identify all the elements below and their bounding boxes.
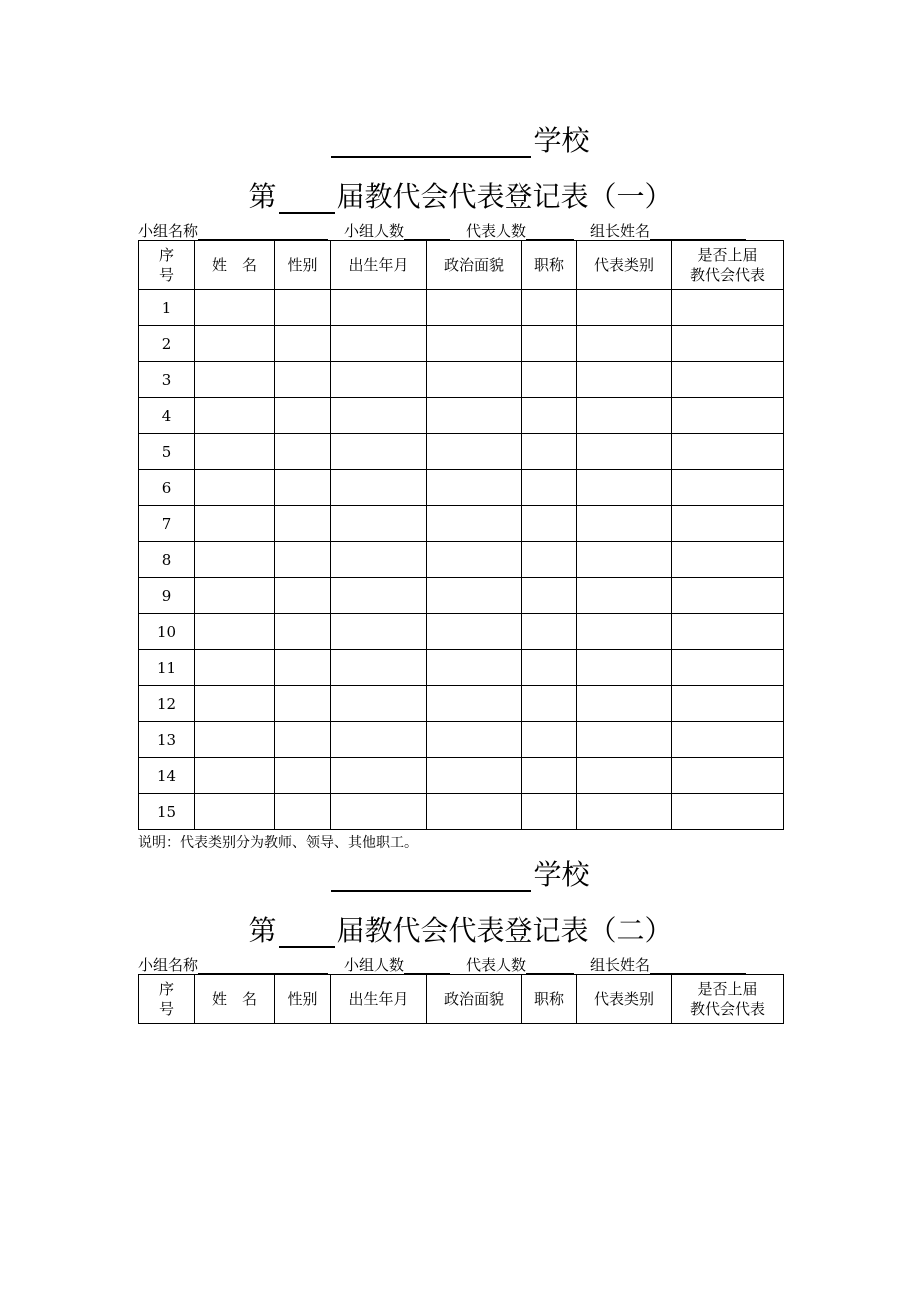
header-name: 姓 名 xyxy=(195,975,275,1024)
political-cell[interactable] xyxy=(427,362,522,398)
political-cell[interactable] xyxy=(427,470,522,506)
row-seq-number: 3 xyxy=(139,362,195,398)
title-prefix: 第 xyxy=(248,180,277,213)
political-cell[interactable] xyxy=(427,434,522,470)
table-row xyxy=(139,794,784,830)
header-gender: 性别 xyxy=(275,241,331,290)
political-cell[interactable] xyxy=(427,506,522,542)
header-rep-type: 代表类别 xyxy=(577,241,672,290)
table-row xyxy=(139,326,784,362)
gender-cell[interactable] xyxy=(275,650,331,686)
title-cell[interactable] xyxy=(522,542,577,578)
table-row xyxy=(139,578,784,614)
table-header-row xyxy=(139,975,784,1024)
leader-name-label: 组长姓名 xyxy=(590,222,651,240)
prev-rep-cell[interactable] xyxy=(672,650,784,686)
title-prefix: 第 xyxy=(248,914,277,947)
political-cell[interactable] xyxy=(427,290,522,326)
political-cell[interactable] xyxy=(427,650,522,686)
group-size-blank[interactable] xyxy=(404,223,450,240)
group-info-line xyxy=(138,952,783,974)
rep-type-cell[interactable] xyxy=(577,470,672,506)
row-seq-number: 14 xyxy=(139,758,195,794)
prev-rep-cell[interactable] xyxy=(672,506,784,542)
group-name-label: 小组名称 xyxy=(138,956,199,974)
prev-rep-cell[interactable] xyxy=(672,686,784,722)
table-row xyxy=(139,758,784,794)
title-cell[interactable] xyxy=(522,506,577,542)
gender-cell[interactable] xyxy=(275,506,331,542)
prev-rep-cell[interactable] xyxy=(672,794,784,830)
birth-cell[interactable] xyxy=(331,362,427,398)
name-cell[interactable] xyxy=(195,506,275,542)
row-seq-number: 4 xyxy=(139,398,195,434)
title-cell[interactable] xyxy=(522,362,577,398)
school-name-line xyxy=(138,846,783,892)
note-text: 说明：代表类别分为教师、领导、其他职工。 xyxy=(138,835,418,851)
gender-cell[interactable] xyxy=(275,470,331,506)
name-cell[interactable] xyxy=(195,290,275,326)
political-cell[interactable] xyxy=(427,614,522,650)
rep-type-cell[interactable] xyxy=(577,542,672,578)
table-header-row xyxy=(139,241,784,290)
table-row xyxy=(139,290,784,326)
name-cell[interactable] xyxy=(195,578,275,614)
gender-cell[interactable] xyxy=(275,398,331,434)
table-row xyxy=(139,686,784,722)
leader-name-label: 组长姓名 xyxy=(590,956,651,974)
gender-cell[interactable] xyxy=(275,434,331,470)
birth-cell[interactable] xyxy=(331,542,427,578)
title-cell[interactable] xyxy=(522,578,577,614)
row-seq-number: 9 xyxy=(139,578,195,614)
name-cell[interactable] xyxy=(195,614,275,650)
political-cell[interactable] xyxy=(427,398,522,434)
registration-table-one xyxy=(138,240,784,830)
group-name-label: 小组名称 xyxy=(138,222,199,240)
political-cell[interactable] xyxy=(427,542,522,578)
school-name-line xyxy=(138,112,783,158)
table-row xyxy=(139,470,784,506)
birth-cell[interactable] xyxy=(331,398,427,434)
gender-cell[interactable] xyxy=(275,290,331,326)
birth-cell[interactable] xyxy=(331,758,427,794)
birth-cell[interactable] xyxy=(331,578,427,614)
form-title xyxy=(138,902,783,948)
header-seq: 序 号 xyxy=(139,975,195,1024)
rep-type-cell[interactable] xyxy=(577,506,672,542)
registration-form-two xyxy=(138,846,783,1024)
leader-name-blank[interactable] xyxy=(650,223,746,240)
title-cell[interactable] xyxy=(522,290,577,326)
title-cell[interactable] xyxy=(522,434,577,470)
row-seq-number: 11 xyxy=(139,650,195,686)
group-name-blank[interactable] xyxy=(198,957,328,974)
birth-cell[interactable] xyxy=(331,434,427,470)
header-gender: 性别 xyxy=(275,975,331,1024)
political-cell[interactable] xyxy=(427,578,522,614)
prev-rep-cell[interactable] xyxy=(672,326,784,362)
header-name: 姓 名 xyxy=(195,241,275,290)
birth-cell[interactable] xyxy=(331,470,427,506)
table-body xyxy=(139,290,784,830)
title-cell[interactable] xyxy=(522,794,577,830)
name-cell[interactable] xyxy=(195,398,275,434)
header-political: 政治面貌 xyxy=(427,241,522,290)
name-cell[interactable] xyxy=(195,434,275,470)
table-row xyxy=(139,722,784,758)
rep-count-label: 代表人数 xyxy=(466,222,527,240)
prev-rep-cell[interactable] xyxy=(672,470,784,506)
title-cell[interactable] xyxy=(522,614,577,650)
title-suffix: 届教代会代表登记表（二） xyxy=(336,914,673,947)
rep-count-label: 代表人数 xyxy=(466,956,527,974)
prev-rep-cell[interactable] xyxy=(672,722,784,758)
rep-type-cell[interactable] xyxy=(577,578,672,614)
birth-cell[interactable] xyxy=(331,290,427,326)
birth-cell[interactable] xyxy=(331,650,427,686)
table-row xyxy=(139,434,784,470)
header-title: 职称 xyxy=(522,975,577,1024)
prev-rep-cell[interactable] xyxy=(672,434,784,470)
political-cell[interactable] xyxy=(427,326,522,362)
form-title xyxy=(138,168,783,214)
prev-rep-cell[interactable] xyxy=(672,398,784,434)
group-size-blank[interactable] xyxy=(404,957,450,974)
header-prev-rep: 是否上届 教代会代表 xyxy=(672,241,784,290)
row-seq-number: 7 xyxy=(139,506,195,542)
gender-cell[interactable] xyxy=(275,614,331,650)
name-cell[interactable] xyxy=(195,362,275,398)
row-seq-number: 5 xyxy=(139,434,195,470)
rep-type-cell[interactable] xyxy=(577,614,672,650)
group-size-label: 小组人数 xyxy=(344,222,405,240)
name-cell[interactable] xyxy=(195,542,275,578)
title-cell[interactable] xyxy=(522,326,577,362)
rep-type-cell[interactable] xyxy=(577,434,672,470)
birth-cell[interactable] xyxy=(331,326,427,362)
header-birth: 出生年月 xyxy=(331,241,427,290)
prev-rep-cell[interactable] xyxy=(672,758,784,794)
header-birth: 出生年月 xyxy=(331,975,427,1024)
gender-cell[interactable] xyxy=(275,794,331,830)
rep-type-cell[interactable] xyxy=(577,362,672,398)
title-cell[interactable] xyxy=(522,398,577,434)
rep-type-cell[interactable] xyxy=(577,650,672,686)
table-row xyxy=(139,614,784,650)
row-seq-number: 10 xyxy=(139,614,195,650)
title-cell[interactable] xyxy=(522,758,577,794)
row-seq-number: 1 xyxy=(139,290,195,326)
title-suffix: 届教代会代表登记表（一） xyxy=(336,180,673,213)
birth-cell[interactable] xyxy=(331,506,427,542)
birth-cell[interactable] xyxy=(331,722,427,758)
session-number-blank[interactable] xyxy=(279,916,335,948)
gender-cell[interactable] xyxy=(275,362,331,398)
title-cell[interactable] xyxy=(522,470,577,506)
table-row xyxy=(139,398,784,434)
header-political: 政治面貌 xyxy=(427,975,522,1024)
rep-type-cell[interactable] xyxy=(577,794,672,830)
prev-rep-cell[interactable] xyxy=(672,578,784,614)
birth-cell[interactable] xyxy=(331,686,427,722)
rep-type-cell[interactable] xyxy=(577,722,672,758)
political-cell[interactable] xyxy=(427,686,522,722)
gender-cell[interactable] xyxy=(275,686,331,722)
name-cell[interactable] xyxy=(195,722,275,758)
row-seq-number: 2 xyxy=(139,326,195,362)
school-suffix: 学校 xyxy=(533,124,590,157)
rep-count-blank[interactable] xyxy=(526,223,574,240)
row-seq-number: 8 xyxy=(139,542,195,578)
registration-form-one xyxy=(138,112,783,852)
group-size-label: 小组人数 xyxy=(344,956,405,974)
school-suffix: 学校 xyxy=(533,858,590,891)
rep-type-cell[interactable] xyxy=(577,758,672,794)
gender-cell[interactable] xyxy=(275,758,331,794)
table-row xyxy=(139,650,784,686)
prev-rep-cell[interactable] xyxy=(672,614,784,650)
name-cell[interactable] xyxy=(195,758,275,794)
gender-cell[interactable] xyxy=(275,578,331,614)
birth-cell[interactable] xyxy=(331,614,427,650)
table-row xyxy=(139,506,784,542)
prev-rep-cell[interactable] xyxy=(672,362,784,398)
table-row xyxy=(139,542,784,578)
gender-cell[interactable] xyxy=(275,326,331,362)
rep-type-cell[interactable] xyxy=(577,398,672,434)
row-seq-number: 6 xyxy=(139,470,195,506)
row-seq-number: 15 xyxy=(139,794,195,830)
school-name-blank[interactable] xyxy=(331,860,531,892)
political-cell[interactable] xyxy=(427,722,522,758)
rep-count-blank[interactable] xyxy=(526,957,574,974)
rep-type-cell[interactable] xyxy=(577,290,672,326)
name-cell[interactable] xyxy=(195,470,275,506)
political-cell[interactable] xyxy=(427,758,522,794)
header-prev-rep: 是否上届 教代会代表 xyxy=(672,975,784,1024)
name-cell[interactable] xyxy=(195,326,275,362)
title-cell[interactable] xyxy=(522,722,577,758)
leader-name-blank[interactable] xyxy=(650,957,746,974)
title-cell[interactable] xyxy=(522,650,577,686)
group-name-blank[interactable] xyxy=(198,223,328,240)
rep-type-cell[interactable] xyxy=(577,326,672,362)
name-cell[interactable] xyxy=(195,686,275,722)
prev-rep-cell[interactable] xyxy=(672,290,784,326)
gender-cell[interactable] xyxy=(275,722,331,758)
table-row xyxy=(139,362,784,398)
header-title: 职称 xyxy=(522,241,577,290)
birth-cell[interactable] xyxy=(331,794,427,830)
rep-type-cell[interactable] xyxy=(577,686,672,722)
school-name-blank[interactable] xyxy=(331,126,531,158)
session-number-blank[interactable] xyxy=(279,182,335,214)
prev-rep-cell[interactable] xyxy=(672,542,784,578)
header-rep-type: 代表类别 xyxy=(577,975,672,1024)
row-seq-number: 13 xyxy=(139,722,195,758)
title-cell[interactable] xyxy=(522,686,577,722)
political-cell[interactable] xyxy=(427,794,522,830)
header-seq: 序 号 xyxy=(139,241,195,290)
row-seq-number: 12 xyxy=(139,686,195,722)
name-cell[interactable] xyxy=(195,794,275,830)
name-cell[interactable] xyxy=(195,650,275,686)
gender-cell[interactable] xyxy=(275,542,331,578)
group-info-line xyxy=(138,218,783,240)
registration-table-two xyxy=(138,974,784,1024)
